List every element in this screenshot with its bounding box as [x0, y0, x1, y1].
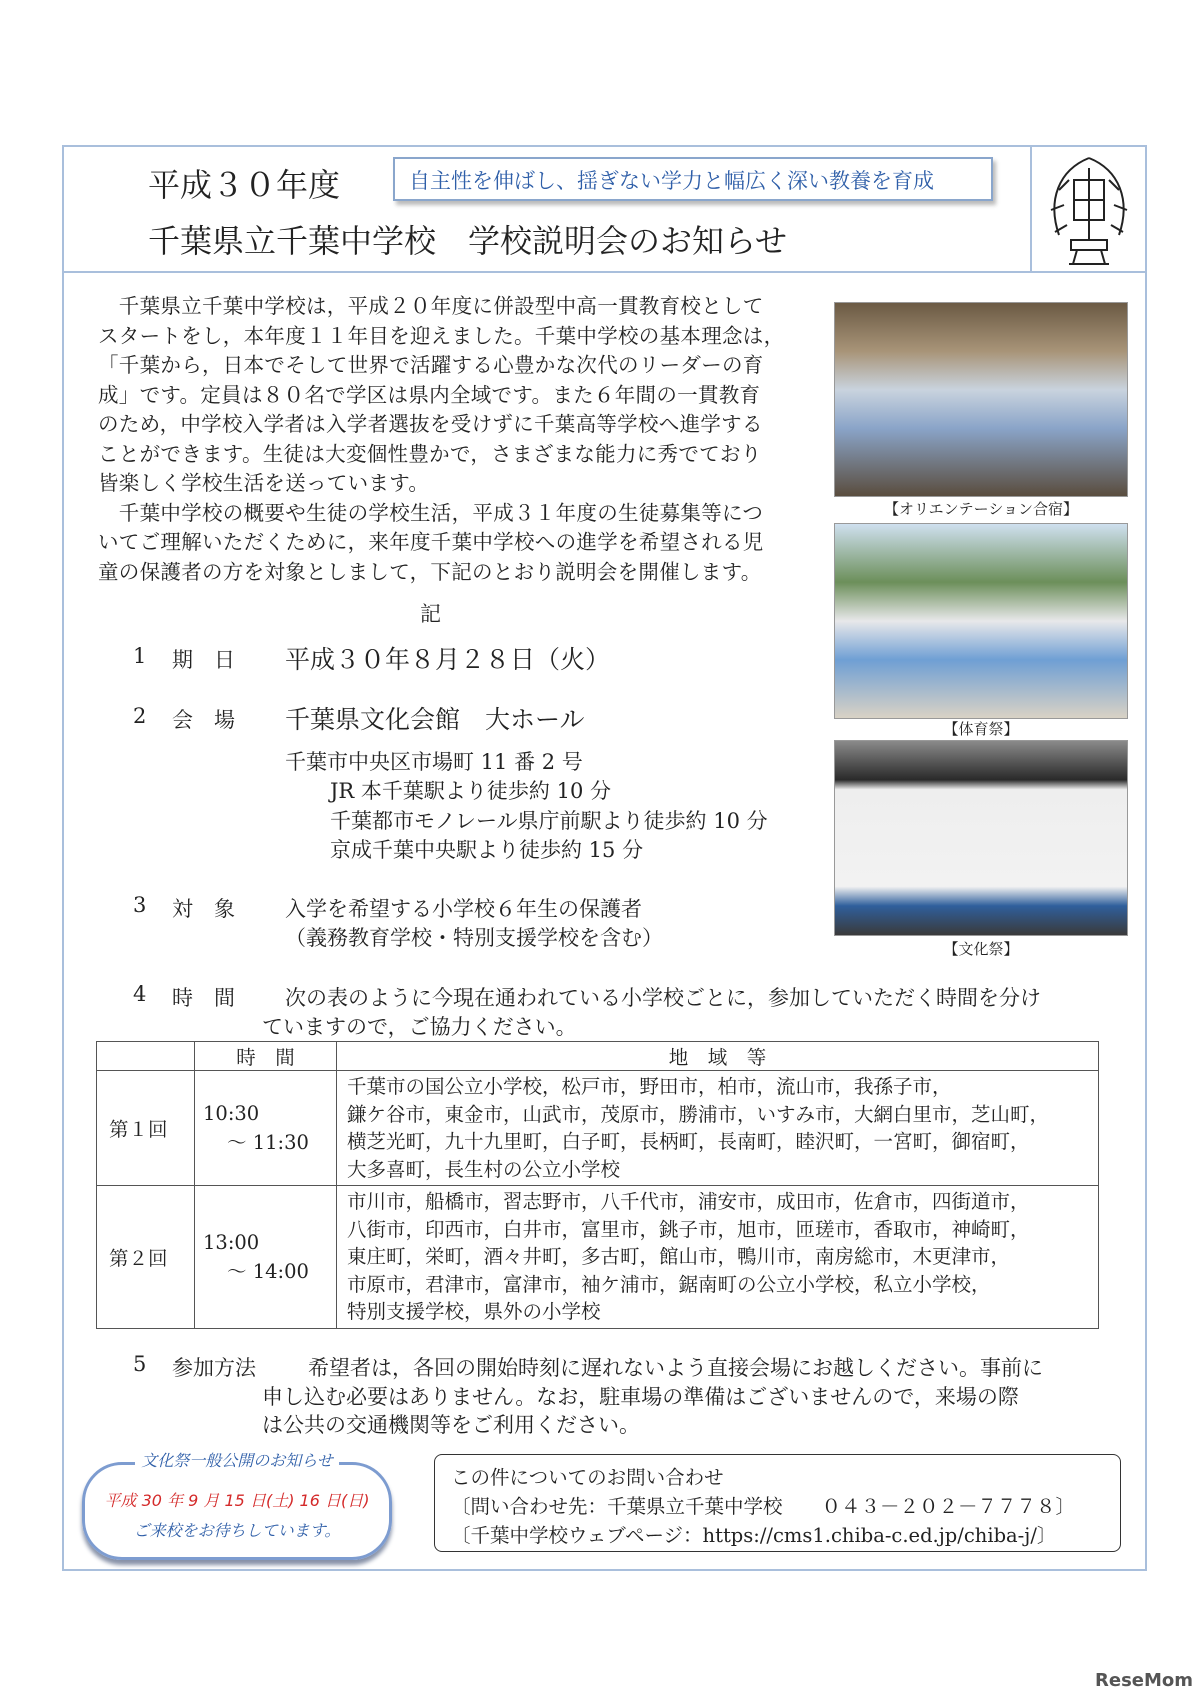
venue-address: 千葉市中央区市場町 11 番 2 号: [285, 750, 583, 774]
end-time: ～ 14:00: [227, 1259, 309, 1283]
target-note: （義務教育学校・特別支援学校を含む）: [285, 926, 663, 950]
intro-line: 成」です。定員は８０名で学区は県内全域です。また６年間の一貫教育: [98, 382, 761, 407]
intro-line: 皆楽しく学校生活を送っています。: [98, 471, 430, 495]
access-line: 京成千葉中央駅より徒歩約 15 分: [330, 838, 644, 862]
contact-website-link[interactable]: 〔千葉中学校ウェブページ：https://cms1.chiba-c.ed.jp/chiba-j/〕: [451, 1524, 1057, 1547]
area-line: 千葉市の国公立小学校，松戸市，野田市，柏市，流山市，我孫子市，: [347, 1075, 952, 1098]
method-text: 希望者は，各回の開始時刻に遅れないよう直接会場にお越しください。事前に: [308, 1356, 1043, 1380]
event-date: 平成３０年８月２８日（火）: [285, 645, 611, 674]
table-header: [97, 1042, 195, 1071]
item-label: 参加方法: [172, 1356, 256, 1380]
item-number: 5: [133, 1352, 147, 1376]
area-line: 八街市，印西市，白井市，富里市，銚子市，旭市，匝瑳市，香取市，神崎町，: [347, 1217, 1030, 1241]
session-time: [195, 1186, 337, 1329]
photo-caption: 【オリエンテーション合宿】: [883, 500, 1079, 518]
photo-caption: 【文化祭】: [943, 940, 1019, 958]
contact-box: [434, 1454, 1121, 1552]
photo-culture-festival: [834, 740, 1128, 936]
school-crest-logo: [1030, 147, 1145, 271]
area-line: 横芝光町，九十九里町，白子町，長柄町，長南町，睦沢町，一宮町，御宿町，: [347, 1130, 1030, 1153]
end-time: ～ 11:30: [227, 1131, 309, 1154]
slogan-box: 自主性を伸ばし、揺ぎない学力と幅広く深い教養を育成: [393, 157, 993, 201]
access-line: 千葉都市モノレール県庁前駅より徒歩約 10 分: [330, 809, 768, 833]
intro-paragraph: [98, 292, 784, 587]
item-label: 期 日: [172, 648, 235, 672]
festival-notice: [82, 1462, 392, 1560]
area-line: 市原市，君津市，富津市，袖ケ浦市，鋸南町の公立小学校，私立小学校，: [347, 1272, 991, 1296]
photo-caption: 【体育祭】: [943, 720, 1019, 738]
contact-heading: この件についてのお問い合わせ: [451, 1466, 724, 1489]
intro-line: いてご理解いただくために，来年度千葉中学校への進学を希望される児: [98, 530, 764, 554]
contact-phone: 〔問い合わせ先：千葉県立千葉中学校 ０４３－２０２－７７７８〕: [451, 1495, 1076, 1518]
venue-name: 千葉県文化会館 大ホール: [285, 705, 585, 734]
area-line: 鎌ケ谷市，東金市，山武市，茂原市，勝浦市，いすみ市，大網白里市，芝山町，: [347, 1102, 1050, 1126]
resemom-watermark: ReseMom: [1095, 1670, 1194, 1691]
areas-cell: [337, 1071, 1099, 1186]
photo-sports-festival: [834, 523, 1128, 719]
item-number: 1: [133, 644, 147, 668]
start-time: 13:00: [203, 1230, 260, 1254]
intro-line: スタートをし，本年度１１年目を迎えました。千葉中学校の基本理念は，: [98, 323, 785, 348]
festival-message: ご来校をお待ちしています。: [133, 1521, 341, 1540]
area-line: 特別支援学校，県外の小学校: [347, 1300, 601, 1323]
access-line: JR 本千葉駅より徒歩約 10 分: [330, 779, 611, 803]
time-text: 次の表のように今現在通われている小学校ごとに，参加していただく時間を分け: [285, 986, 1041, 1010]
intro-line: 千葉中学校の概要や生徒の学校生活，平成３１年度の生徒募集等につ: [98, 500, 764, 525]
intro-line: 「千葉から，日本でそして世界で活躍する心豊かな次代のリーダーの育: [98, 353, 764, 377]
photo-orientation-camp: [834, 302, 1128, 497]
table-header: 時 間: [195, 1042, 337, 1071]
year-heading: 平成３０年度: [148, 166, 341, 204]
item-number: 3: [133, 893, 147, 917]
intro-line: 千葉県立千葉中学校は，平成２０年度に併設型中高一貫教育校として: [98, 294, 764, 318]
method-text: は公共の交通機関等をご利用ください。: [262, 1413, 640, 1437]
start-time: 10:30: [203, 1102, 260, 1125]
session-label: 第１回: [97, 1071, 195, 1186]
area-line: 大多喜町，長生村の公立小学校: [347, 1157, 621, 1181]
time-text: ていますので，ご協力ください。: [262, 1015, 577, 1039]
table-row: [97, 1071, 1099, 1186]
areas-cell: [337, 1186, 1099, 1329]
schedule-table: [96, 1041, 1099, 1329]
item-label: 対 象: [172, 897, 235, 921]
intro-line: ことができます。生徒は大変個性豊かで，さまざまな能力に秀でており: [98, 441, 762, 466]
crest-icon: [1039, 150, 1139, 268]
target-audience: 入学を希望する小学校６年生の保護者: [285, 897, 642, 921]
area-line: 市川市，船橋市，習志野市，八千代市，浦安市，成田市，佐倉市，四街道市，: [347, 1190, 1030, 1213]
page-title: 千葉県立千葉中学校 学校説明会のお知らせ: [148, 222, 788, 260]
session-time: [195, 1071, 337, 1186]
intro-line: 童の保護者の方を対象としまして，下記のとおり説明会を開催します。: [98, 559, 762, 584]
intro-line: のため，中学校入学者は入学者選抜を受けずに千葉高等学校へ進学する: [98, 412, 763, 436]
area-line: 東庄町，栄町，酒々井町，多古町，館山市，鴨川市，南房総市，木更津市，: [347, 1245, 1011, 1268]
item-label: 会 場: [172, 708, 235, 732]
table-header: 地 域 等: [337, 1042, 1099, 1071]
table-row: [97, 1186, 1099, 1329]
session-label: 第２回: [97, 1186, 195, 1329]
item-label: 時 間: [172, 986, 235, 1010]
festival-title: 文化祭一般公開のお知らせ: [135, 1451, 339, 1470]
method-text: 申し込む必要はありません。なお，駐車場の準備はございませんので，来場の際: [262, 1385, 1019, 1409]
festival-dates: 平成 30 年 9 月 15 日(土) 16 日(日): [104, 1491, 370, 1510]
item-number: 4: [133, 982, 147, 1006]
item-number: 2: [133, 704, 147, 728]
ki-marker: 記: [420, 602, 441, 626]
